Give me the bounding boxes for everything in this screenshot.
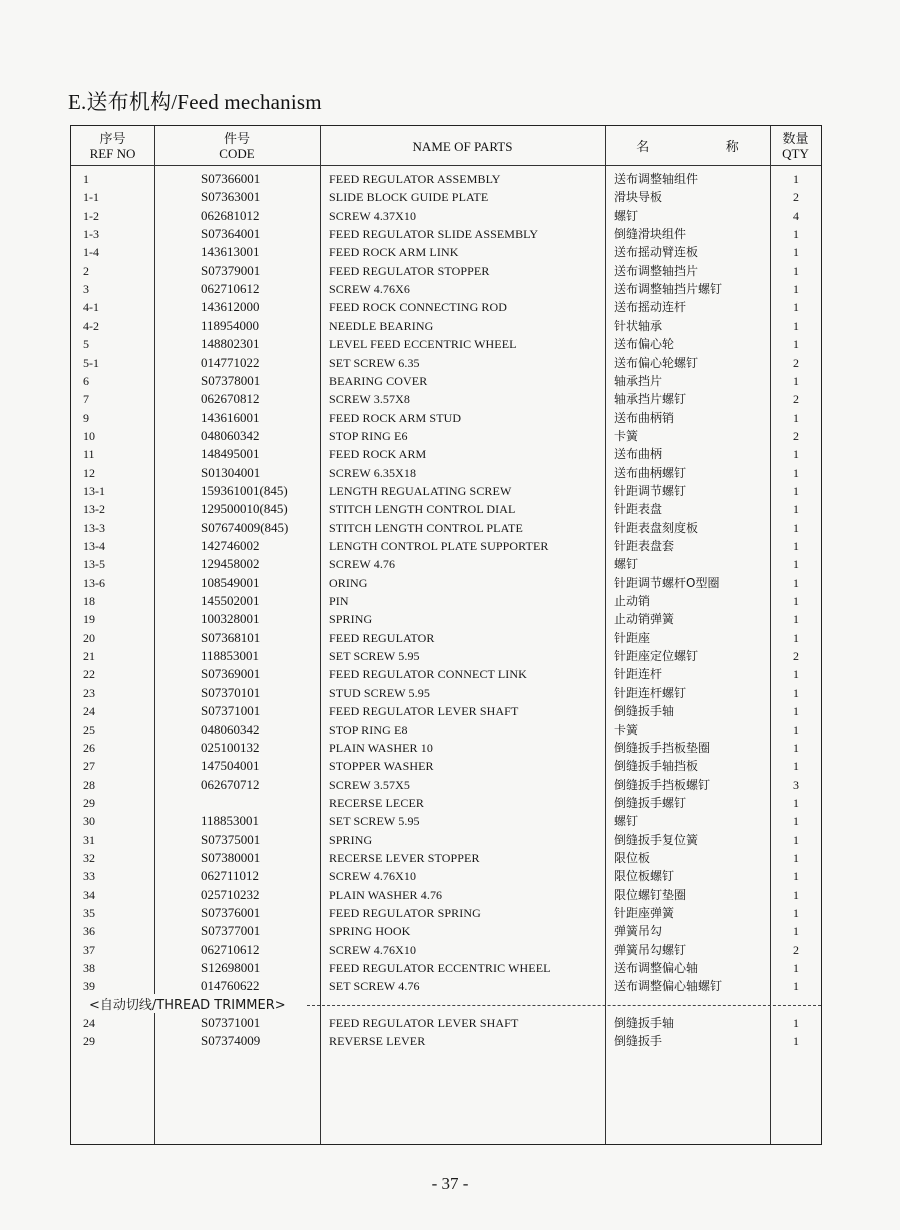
table-cell-code: 014760622 — [201, 978, 260, 994]
header-qty-en: QTY — [782, 146, 809, 161]
table-cell-cn: 针距表盘刻度板 — [614, 520, 699, 535]
page-number: - 37 - — [431, 1174, 469, 1193]
table-cell-name: SPRING HOOK — [329, 924, 411, 939]
table-cell-cn: 针距调节螺杆O型圈 — [614, 575, 720, 590]
table-cell-ref: 1-2 — [83, 208, 99, 223]
table-cell-code: 014771022 — [201, 354, 260, 370]
table-cell-cn: 倒缝扳手挡板垫圈 — [614, 740, 711, 755]
table-cell-cn: 针距调节螺钉 — [614, 483, 687, 498]
header-name-cn — [605, 139, 770, 154]
table-cell-qty: 1 — [793, 832, 799, 847]
table-cell-ref: 22 — [83, 667, 95, 682]
table-cell-name: FEED REGULATOR SPRING — [329, 906, 481, 920]
table-cell-qty: 1 — [793, 282, 799, 297]
table-cell-name: LENGTH CONTROL PLATE SUPPORTER — [329, 539, 549, 553]
table-cell-ref: 29 — [83, 1034, 95, 1049]
table-cell-qty: 1 — [793, 924, 799, 939]
table-cell-qty: 1 — [793, 759, 799, 774]
table-cell-code: S12698001 — [201, 960, 261, 976]
table-cell-cn: 螺钉 — [614, 814, 639, 829]
table-cell-name: FEED ROCK ARM STUD — [329, 410, 462, 425]
table-cell-qty: 1 — [793, 483, 799, 498]
table-cell-code: 048060342 — [201, 721, 260, 737]
table-cell-name: FEED ROCK ARM LINK — [329, 245, 459, 260]
table-cell-ref: 1-4 — [83, 245, 99, 260]
table-cell-cn: 轴承挡片螺钉 — [614, 392, 687, 407]
table-cell-code: 118853001 — [201, 648, 260, 664]
header-name-cn-right: 称 — [725, 139, 739, 154]
table-cell-name: SCREW 4.76 — [329, 557, 396, 572]
table-cell-cn: 针距表盘 — [614, 502, 663, 517]
table-cell-name: REVERSE LEVER — [329, 1034, 426, 1049]
table-cell-name: FEED REGULATOR LEVER SHAFT — [329, 1016, 519, 1030]
table-cell-ref: 2 — [83, 263, 89, 278]
table-cell-code: 062670712 — [201, 776, 260, 792]
table-cell-ref: 1-3 — [83, 227, 99, 242]
table-cell-ref: 12 — [83, 465, 95, 480]
table-cell-name: STUD SCREW 5.95 — [329, 685, 430, 700]
table-cell-qty: 4 — [793, 208, 799, 223]
table-cell-code: S07380001 — [201, 849, 261, 865]
table-cell-code: 062710612 — [201, 281, 260, 297]
table-cell-ref: 29 — [83, 795, 95, 810]
table-cell-cn: 倒缝扳手螺钉 — [614, 795, 687, 810]
table-cell-cn: 止动销 — [614, 594, 651, 609]
table-cell-cn: 针状轴承 — [614, 318, 663, 333]
table-cell-code: S07371001 — [201, 1015, 261, 1030]
table-cell-ref: 4-1 — [83, 300, 99, 315]
table-cell-cn: 弹簧吊勾 — [614, 924, 663, 939]
table-cell-cn: 倒缝扳手挡板螺钉 — [614, 777, 711, 792]
table-cell-cn: 送布曲柄螺钉 — [614, 465, 687, 480]
table-cell-code: 159361001(845) — [201, 482, 288, 498]
table-cell-code: 118954000 — [201, 317, 260, 333]
table-cell-name: FEED REGULATOR — [329, 630, 435, 645]
table-cell-qty: 1 — [793, 172, 799, 186]
table-cell-code: S07674009(845) — [201, 519, 289, 535]
table-cell-code: 118853001 — [201, 813, 260, 829]
table-cell-cn: 送布曲柄 — [614, 447, 663, 462]
table-cell-qty: 1 — [793, 630, 799, 645]
table-cell-qty: 1 — [793, 667, 799, 682]
table-cell-name: SCREW 3.57X5 — [329, 777, 410, 792]
table-cell-qty: 1 — [793, 318, 799, 333]
table-cell-qty: 1 — [793, 869, 799, 884]
table-cell-code: 048060342 — [201, 427, 260, 443]
header-ref-cn: 序号 — [99, 131, 126, 146]
table-cell-cn: 送布摇动臂连板 — [614, 245, 699, 260]
table-cell-ref: 13-2 — [83, 502, 105, 517]
table-cell-ref: 32 — [83, 850, 95, 865]
table-cell-qty: 1 — [793, 245, 799, 260]
table-cell-cn: 送布曲柄销 — [614, 410, 675, 425]
table-cell-ref: 24 — [83, 704, 95, 719]
table-cell-ref: 34 — [83, 887, 95, 902]
table-cell-qty: 1 — [793, 795, 799, 810]
header-ref-en: REF NO — [89, 146, 136, 161]
table-cell-code: S07376001 — [201, 905, 261, 920]
table-cell-qty: 1 — [793, 447, 799, 462]
table-cell-code: S07363001 — [201, 189, 261, 205]
table-cell-qty: 2 — [793, 190, 799, 205]
table-cell-cn: 针距表盘套 — [614, 539, 675, 553]
table-cell-ref: 5-1 — [83, 355, 99, 370]
table-cell-qty: 1 — [793, 337, 799, 352]
table-cell-ref: 36 — [83, 924, 95, 939]
table-cell-qty: 1 — [793, 520, 799, 535]
table-cell-name: FEED REGULATOR STOPPER — [329, 263, 490, 278]
table-cell-cn: 送布调整轴挡片螺钉 — [614, 282, 723, 297]
header-code — [154, 131, 320, 161]
table-cell-code: 143616001 — [201, 409, 260, 425]
table-cell-cn: 螺钉 — [614, 557, 639, 572]
table-cell-cn: 针距座 — [614, 630, 651, 645]
table-cell-name: RECERSE LECER — [329, 795, 424, 810]
table-cell-name: FEED REGULATOR LEVER SHAFT — [329, 704, 519, 719]
table-cell-ref: 7 — [83, 392, 89, 407]
table-cell-qty: 1 — [793, 612, 799, 627]
table-cell-name: SET SCREW 5.95 — [329, 814, 420, 829]
table-cell-cn: 轴承挡片 — [614, 373, 663, 388]
table-cell-qty: 3 — [793, 777, 799, 792]
table-cell-ref: 1 — [83, 172, 89, 186]
table-cell-ref: 6 — [83, 373, 89, 388]
table-cell-name: SPRING — [329, 612, 373, 627]
table-cell-ref: 39 — [83, 979, 95, 994]
table-cell-ref: 19 — [83, 612, 95, 627]
table-cell-ref: 13-3 — [83, 520, 105, 535]
table-cell-code: 062681012 — [201, 207, 260, 223]
table-cell-name: SCREW 4.37X10 — [329, 208, 417, 223]
table-cell-qty: 1 — [793, 373, 799, 388]
table-cell-ref: 4-2 — [83, 318, 99, 333]
table-cell-name: FEED ROCK CONNECTING ROD — [329, 300, 508, 315]
table-cell-name: RECERSE LEVER STOPPER — [329, 850, 480, 865]
table-cell-name: SCREW 4.76X10 — [329, 942, 417, 957]
table-cell-qty: 1 — [793, 740, 799, 755]
table-cell-cn: 倒缝扳手轴 — [614, 1016, 675, 1030]
table-cell-name: SCREW 6.35X18 — [329, 465, 417, 480]
table-cell-code: 148802301 — [201, 336, 260, 352]
table-cell-qty: 1 — [793, 906, 799, 920]
table-cell-ref: 18 — [83, 594, 95, 609]
table-cell-ref: 10 — [83, 428, 95, 443]
table-cell-qty: 1 — [793, 704, 799, 719]
table-cell-code: S07364001 — [201, 226, 261, 242]
table-cell-cn: 送布调整偏心轴螺钉 — [614, 979, 723, 994]
table-cell-qty: 1 — [793, 594, 799, 609]
table-cell-cn: 卡簧 — [614, 722, 639, 737]
table-cell-cn: 倒缝扳手 — [614, 1034, 663, 1049]
table-cell-ref: 26 — [83, 740, 95, 755]
table-cell-cn: 倒缝滑块组件 — [614, 227, 687, 242]
table-cell-ref: 23 — [83, 685, 95, 700]
table-cell-qty: 1 — [793, 539, 799, 553]
table-cell-cn: 送布偏心轮 — [614, 337, 675, 352]
table-cell-cn: 弹簧吊勾螺钉 — [614, 942, 687, 957]
page-title: E.送布机构/Feed mechanism — [68, 90, 322, 114]
table-cell-cn: 送布调整轴挡片 — [614, 263, 699, 278]
table-cell-code: S07379001 — [201, 262, 261, 278]
table-cell-ref: 5 — [83, 337, 89, 352]
table-cell-cn: 送布调整轴组件 — [614, 172, 699, 186]
table-cell-ref: 31 — [83, 832, 95, 847]
table-cell-code: 025100132 — [201, 739, 260, 755]
table-cell-ref: 1-1 — [83, 190, 99, 205]
table-cell-name: FEED ROCK ARM — [329, 447, 427, 462]
table-cell-code: S07371001 — [201, 703, 261, 719]
table-cell-cn: 针距座定位螺钉 — [614, 649, 699, 664]
table-cell-code: S07369001 — [201, 666, 261, 682]
table-cell-code: 025710232 — [201, 886, 260, 902]
table-cell-ref: 37 — [83, 942, 95, 957]
table-cell-qty: 1 — [793, 961, 799, 976]
table-cell-code: S07377001 — [201, 923, 261, 939]
table-cell-ref: 28 — [83, 777, 95, 792]
table-cell-qty: 2 — [793, 428, 799, 443]
table-cell-ref: 38 — [83, 961, 95, 976]
table-cell-ref: 27 — [83, 759, 95, 774]
table-cell-code: 062711012 — [201, 868, 260, 884]
column-divider — [154, 126, 155, 1144]
table-cell-code: 108549001 — [201, 574, 260, 590]
column-divider — [605, 126, 606, 1144]
table-cell-cn: 送布偏心轮螺钉 — [614, 355, 699, 370]
table-cell-cn: 滑块导板 — [614, 190, 663, 205]
table-cell-qty: 1 — [793, 300, 799, 315]
table-cell-cn: 限位板 — [614, 850, 651, 865]
table-cell-qty: 1 — [793, 465, 799, 480]
table-cell-cn: 倒缝扳手复位簧 — [614, 832, 699, 847]
table-cell-name: FEED REGULATOR ECCENTRIC WHEEL — [329, 961, 551, 976]
table-cell-qty: 1 — [793, 1034, 799, 1049]
table-cell-ref: 13-6 — [83, 575, 105, 590]
table-cell-code: S07366001 — [201, 171, 261, 186]
section-label: <自动切线/THREAD TRIMMER> — [89, 994, 290, 1013]
header-code-cn: 件号 — [223, 131, 250, 146]
table-cell-name: SET SCREW 4.76 — [329, 979, 420, 994]
header-name-cn-left: 名 — [636, 139, 650, 154]
table-cell-ref: 9 — [83, 410, 89, 425]
table-cell-name: STOP RING E6 — [329, 428, 408, 443]
table-cell-qty: 2 — [793, 355, 799, 370]
table-cell-code: S01304001 — [201, 464, 261, 480]
table-cell-cn: 限位板螺钉 — [614, 869, 675, 884]
header-code-en: CODE — [219, 146, 255, 161]
table-cell-cn: 针距座弹簧 — [614, 906, 675, 920]
table-cell-cn: 止动销弹簧 — [614, 612, 675, 627]
table-cell-ref: 13-1 — [83, 483, 105, 498]
header-qty — [770, 131, 821, 161]
section-divider — [307, 1005, 821, 1006]
table-cell-ref: 25 — [83, 722, 95, 737]
table-cell-qty: 2 — [793, 392, 799, 407]
table-cell-ref: 13-5 — [83, 557, 105, 572]
table-cell-code: 145502001 — [201, 593, 260, 609]
table-cell-code: 129500010(845) — [201, 501, 288, 517]
table-cell-ref: 3 — [83, 282, 89, 297]
table-cell-name: SCREW 4.76X6 — [329, 282, 410, 297]
table-cell-ref: 11 — [83, 447, 95, 462]
table-cell-name: ORING — [329, 575, 368, 590]
table-cell-code: 148495001 — [201, 446, 260, 462]
table-cell-cn: 螺钉 — [614, 208, 639, 223]
table-cell-cn: 针距连杆螺钉 — [614, 685, 687, 700]
table-cell-name: FEED REGULATOR CONNECT LINK — [329, 667, 527, 682]
table-cell-cn: 送布调整偏心轴 — [614, 961, 699, 976]
table-cell-name: SLIDE BLOCK GUIDE PLATE — [329, 190, 489, 205]
table-cell-code: S07378001 — [201, 372, 261, 388]
table-cell-name: SET SCREW 6.35 — [329, 355, 420, 370]
table-cell-ref: 20 — [83, 630, 95, 645]
table-cell-cn: 针距连杆 — [614, 667, 663, 682]
table-cell-code: S07374009 — [201, 1033, 261, 1049]
table-cell-name: LEVEL FEED ECCENTRIC WHEEL — [329, 337, 517, 352]
table-cell-qty: 2 — [793, 649, 799, 664]
table-cell-code: 143612000 — [201, 299, 260, 315]
table-cell-qty: 1 — [793, 1016, 799, 1030]
table-cell-code: 142746002 — [201, 538, 260, 553]
table-cell-qty: 1 — [793, 263, 799, 278]
table-cell-qty: 1 — [793, 227, 799, 242]
table-cell-ref: 24 — [83, 1016, 95, 1030]
table-cell-code: S07370101 — [201, 684, 261, 700]
table-cell-name: SET SCREW 5.95 — [329, 649, 420, 664]
header-name-en: NAME OF PARTS — [412, 139, 513, 154]
table-cell-ref: 35 — [83, 906, 95, 920]
header-divider — [71, 165, 821, 166]
table-cell-ref: 30 — [83, 814, 95, 829]
table-cell-name: STITCH LENGTH CONTROL DIAL — [329, 502, 516, 517]
table-cell-qty: 1 — [793, 850, 799, 865]
table-cell-code: 143613001 — [201, 244, 260, 260]
table-cell-code: 129458002 — [201, 556, 260, 572]
table-cell-qty: 1 — [793, 814, 799, 829]
table-cell-name: FEED REGULATOR SLIDE ASSEMBLY — [329, 227, 539, 242]
table-cell-name: PIN — [329, 594, 349, 609]
table-cell-cn: 倒缝扳手轴挡板 — [614, 759, 699, 774]
table-cell-name: PLAIN WASHER 4.76 — [329, 887, 443, 902]
table-cell-qty: 1 — [793, 887, 799, 902]
table-cell-qty: 1 — [793, 979, 799, 994]
table-cell-cn: 倒缝扳手轴 — [614, 704, 675, 719]
table-cell-qty: 1 — [793, 410, 799, 425]
table-cell-name: STOPPER WASHER — [329, 759, 434, 774]
table-cell-name: LENGTH REGUALATING SCREW — [329, 483, 512, 498]
table-cell-name: SCREW 3.57X8 — [329, 392, 410, 407]
table-cell-qty: 1 — [793, 685, 799, 700]
table-cell-name: NEEDLE BEARING — [329, 318, 434, 333]
parts-table — [70, 125, 822, 1145]
table-cell-code: 062670812 — [201, 391, 260, 407]
table-cell-ref: 21 — [83, 649, 95, 664]
table-cell-name: STITCH LENGTH CONTROL PLATE — [329, 520, 523, 535]
table-cell-cn: 送布摇动连杆 — [614, 300, 687, 315]
table-cell-name: STOP RING E8 — [329, 722, 408, 737]
table-cell-code: 147504001 — [201, 758, 260, 774]
table-cell-name: SPRING — [329, 832, 373, 847]
table-cell-name: BEARING COVER — [329, 373, 428, 388]
table-cell-code: S07368101 — [201, 629, 261, 645]
table-cell-qty: 1 — [793, 557, 799, 572]
table-cell-cn: 限位螺钉垫圈 — [614, 887, 687, 902]
table-cell-qty: 2 — [793, 942, 799, 957]
table-cell-cn: 卡簧 — [614, 428, 639, 443]
table-cell-qty: 1 — [793, 722, 799, 737]
table-cell-qty: 1 — [793, 502, 799, 517]
table-cell-code: 100328001 — [201, 611, 260, 627]
table-cell-name: PLAIN WASHER 10 — [329, 740, 433, 755]
table-cell-qty: 1 — [793, 575, 799, 590]
header-qty-cn: 数量 — [782, 131, 809, 146]
table-cell-name: SCREW 4.76X10 — [329, 869, 417, 884]
table-cell-ref: 33 — [83, 869, 95, 884]
header-ref — [71, 131, 154, 161]
table-cell-ref: 13-4 — [83, 539, 105, 553]
table-cell-code: S07375001 — [201, 831, 261, 847]
table-cell-name: FEED REGULATOR ASSEMBLY — [329, 172, 501, 186]
table-cell-code: 062710612 — [201, 941, 260, 957]
